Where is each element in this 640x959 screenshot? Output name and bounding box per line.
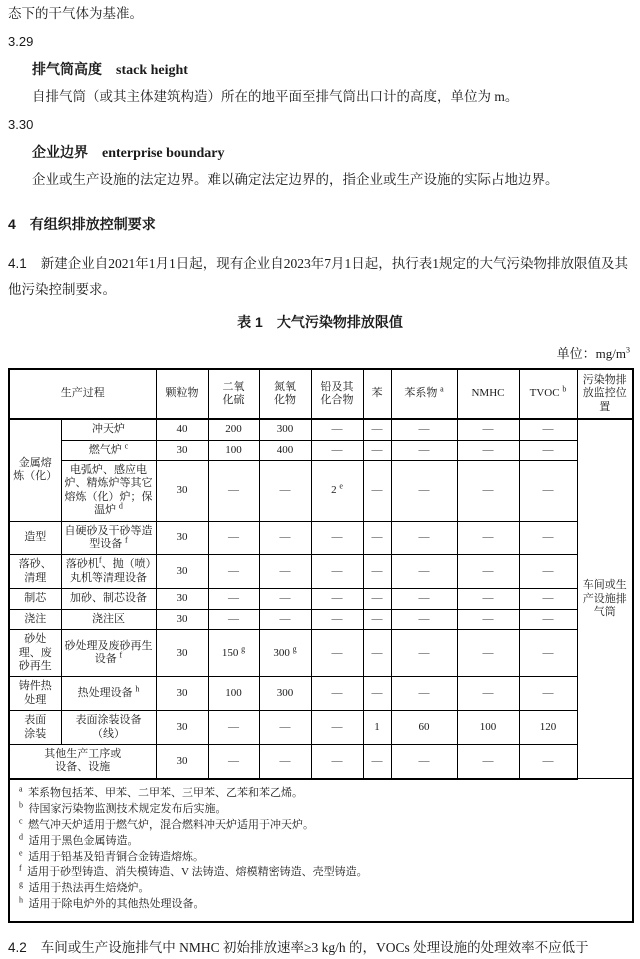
table-cell: — [363, 521, 391, 555]
table-cell: — [391, 461, 457, 522]
table-cell: — [457, 419, 519, 440]
col-header-particulate: 颗粒物 [156, 369, 208, 419]
footnote-line: $^g$ 适用于热法再生焙烧炉。 [19, 879, 150, 895]
table-cell: — [363, 589, 391, 609]
table-body [9, 419, 633, 779]
table-cell: 2 $^e$ [311, 461, 363, 522]
group-sand-treatment: 砂处 理、废 砂再生 [9, 630, 61, 677]
process-coating-line: 表面涂装设备 （线） [61, 711, 156, 745]
footnote-cell [9, 779, 633, 923]
table-cell: 1 [363, 711, 391, 745]
clause-4-1-number: 4.1 [8, 256, 27, 271]
table-cell: — [259, 744, 311, 778]
group-molding: 造型 [9, 521, 61, 555]
table-cell: — [259, 589, 311, 609]
clause-4-2-text: 车间或生产设施排气中 NMHC 初始排放速率≥3 kg/h 的，VOCs 处理设施的处理效率不应低于 [40, 940, 589, 956]
col-header-nmhc: NMHC [457, 369, 519, 419]
table-cell: — [363, 461, 391, 522]
table-1-title: 表 1 大气污染物排放限值 [237, 314, 403, 330]
table-cell: — [457, 589, 519, 609]
clause-4-2 [8, 937, 632, 959]
footnote-line: $^d$ 适用于黑色金属铸造。 [19, 831, 139, 847]
process-sand-regeneration: 砂处理及废砂再生设备 $^f$ [61, 630, 156, 677]
emission-limits-table [8, 368, 634, 923]
col-header-monitoring-location: 污染物排放监控位置 [577, 369, 633, 419]
table-cell: — [259, 711, 311, 745]
table-cell: — [208, 461, 259, 522]
col-header-tvoc: TVOC $^b$ [519, 369, 577, 419]
table-row [9, 419, 633, 440]
table-cell: — [311, 555, 363, 589]
footnote-line: $^e$ 适用于铅基及铅青铜合金铸造熔炼。 [19, 847, 205, 863]
footnote-line: $^a$ 苯系物包括苯、甲苯、二甲苯、三甲苯、乙苯和苯乙烯。 [19, 784, 304, 799]
table-cell: 30 [156, 589, 208, 609]
table-cell: — [311, 744, 363, 778]
table-cell: — [391, 630, 457, 677]
table-cell: 60 [391, 711, 457, 745]
footnote-line: $^b$ 待国家污染物监测技术规定发布后实施。 [19, 800, 227, 815]
group-metal-melting: 金属熔 炼（化） [9, 419, 61, 521]
table-unit-label [8, 343, 632, 362]
table-cell: — [519, 440, 577, 460]
table-cell: 30 [156, 677, 208, 711]
table-cell: — [391, 609, 457, 629]
col-header-benzene-series: 苯系物 $^a$ [391, 369, 457, 419]
table-cell: — [519, 630, 577, 677]
table-row [9, 744, 633, 778]
footnote-line: $^h$ 适用于除电炉外的其他热处理设备。 [19, 895, 205, 911]
table-cell: 100 [457, 711, 519, 745]
term-definition-3-30 [8, 142, 632, 162]
table-cell: 30 [156, 555, 208, 589]
table-cell: — [208, 711, 259, 745]
table-cell: — [519, 609, 577, 629]
table-row [9, 461, 633, 522]
table-cell: — [363, 419, 391, 440]
term-definition-3-29 [8, 59, 632, 79]
table-row [9, 609, 633, 629]
group-other-processes: 其他生产工序或 设备、设施 [9, 744, 156, 778]
table-cell: 400 [259, 440, 311, 460]
footnote-row [9, 779, 633, 923]
table-cell: — [311, 711, 363, 745]
group-surface-coating: 表面 涂装 [9, 711, 61, 745]
table-cell: — [519, 677, 577, 711]
table-cell: 120 [519, 711, 577, 745]
document-page [0, 3, 640, 956]
group-casting-heat-treatment: 铸件热 处理 [9, 677, 61, 711]
table-cell: — [519, 744, 577, 778]
table-cell: — [457, 555, 519, 589]
table-cell: 40 [156, 419, 208, 440]
process-electric-arc-furnace: 电弧炉、感应电炉、精炼炉等其它熔炼（化）炉；保温炉 $^d$ [61, 461, 156, 522]
table-cell: — [519, 419, 577, 440]
table-row [9, 589, 633, 609]
table-header-row [9, 369, 633, 419]
term-cn-enterprise-boundary: 企业边界 [32, 146, 88, 161]
table-row [9, 630, 633, 677]
footnote-line: $^c$ 燃气冲天炉适用于燃气炉，混合燃料冲天炉适用于冲天炉。 [19, 815, 315, 831]
group-shakeout-cleaning: 落砂、 清理 [9, 555, 61, 589]
clause-4-1 [8, 251, 632, 303]
table-cell: — [363, 440, 391, 460]
table-cell: — [208, 609, 259, 629]
table-cell: — [391, 555, 457, 589]
table-cell: — [208, 589, 259, 609]
table-cell: 30 [156, 609, 208, 629]
table-cell: 300 [259, 419, 311, 440]
table-header [9, 369, 633, 419]
section-4-heading: 4 有组织排放控制要求 [8, 216, 156, 232]
table-cell: — [519, 461, 577, 522]
table-row [9, 555, 633, 589]
table-cell: — [208, 744, 259, 778]
table-cell: — [457, 440, 519, 460]
col-header-nox: 氮氧 化物 [259, 369, 311, 419]
unit-text: 单位：mg/m [556, 346, 626, 361]
col-header-production-process: 生产过程 [9, 369, 156, 419]
table-cell: 100 [208, 440, 259, 460]
table-cell: — [311, 630, 363, 677]
term-en-enterprise-boundary: enterprise boundary [102, 146, 225, 161]
table-cell: — [208, 555, 259, 589]
table-cell: — [311, 677, 363, 711]
table-row [9, 711, 633, 745]
table-cell: 100 [208, 677, 259, 711]
term-cn-stack-height: 排气筒高度 [32, 63, 102, 78]
table-cell: — [457, 461, 519, 522]
process-molding-equipment: 自硬砂及干砂等造型设备 $^f$ [61, 521, 156, 555]
clause-number-3-29: 3.29 [8, 34, 34, 49]
group-pouring: 浇注 [9, 609, 61, 629]
table-cell: 30 [156, 461, 208, 522]
col-header-so2: 二氧 化硫 [208, 369, 259, 419]
clause-4-2-number: 4.2 [8, 940, 27, 956]
table-cell: — [311, 609, 363, 629]
table-cell: — [259, 555, 311, 589]
term-en-stack-height: stack height [116, 63, 188, 78]
table-cell: — [457, 521, 519, 555]
table-row [9, 440, 633, 460]
table-cell: 30 [156, 521, 208, 555]
table-cell: — [311, 419, 363, 440]
table-cell: — [363, 630, 391, 677]
table-cell: 30 [156, 711, 208, 745]
table-cell: — [519, 555, 577, 589]
col-header-benzene: 苯 [363, 369, 391, 419]
table-footnotes [9, 779, 633, 923]
table-cell: — [457, 609, 519, 629]
footnote-line: $^f$ 适用于砂型铸造、消失模铸造、V 法铸造、熔模精密铸造、壳型铸造。 [19, 863, 368, 879]
table-cell: — [391, 589, 457, 609]
table-cell: — [259, 461, 311, 522]
process-pouring-area: 浇注区 [61, 609, 156, 629]
table-cell: 30 [156, 440, 208, 460]
table-cell: — [208, 521, 259, 555]
monitoring-location-cell: 车间或生产设施排气筒 [577, 419, 633, 779]
table-cell: — [519, 589, 577, 609]
table-cell: 150 $^g$ [208, 630, 259, 677]
table-cell: — [311, 521, 363, 555]
table-row [9, 521, 633, 555]
table-cell: — [363, 677, 391, 711]
table-cell: 300 [259, 677, 311, 711]
table-cell: 30 [156, 630, 208, 677]
paragraph-continuation: 态下的干气体为基准。 [8, 6, 143, 21]
table-cell: 300 $^g$ [259, 630, 311, 677]
table-cell: — [311, 589, 363, 609]
clause-number-3-30: 3.30 [8, 117, 34, 132]
table-cell: — [391, 419, 457, 440]
table-cell: — [311, 440, 363, 460]
table-cell: — [457, 630, 519, 677]
table-cell: — [391, 744, 457, 778]
table-cell: — [363, 609, 391, 629]
process-gas-furnace: 燃气炉 $^c$ [61, 440, 156, 460]
group-core-making: 制芯 [9, 589, 61, 609]
unit-superscript: 3 [626, 345, 630, 355]
clause-4-1-text: 新建企业自2021年1月1日起，现有企业自2023年7月1日起，执行表1规定的大气污染物排放限值及其他污染控制要求。 [8, 256, 629, 297]
table-cell: — [391, 521, 457, 555]
table-cell: — [363, 555, 391, 589]
table-cell: — [457, 744, 519, 778]
table-cell: 30 [156, 744, 208, 778]
table-cell: — [259, 609, 311, 629]
definition-3-29: 自排气筒（或其主体建筑构造）所在的地平面至排气筒出口计的高度，单位为 m。 [32, 89, 519, 104]
col-header-lead-compounds: 铅及其 化合物 [311, 369, 363, 419]
process-cupola: 冲天炉 [61, 419, 156, 440]
table-cell: — [519, 521, 577, 555]
process-shakeout-equipment: 落砂机$^f$、抛（喷）丸机等清理设备 [61, 555, 156, 589]
definition-3-30: 企业或生产设施的法定边界。难以确定法定边界的，指企业或生产设施的实际占地边界。 [32, 172, 559, 187]
table-cell: — [259, 521, 311, 555]
table-row [9, 677, 633, 711]
table-cell: — [363, 744, 391, 778]
process-heat-treatment: 热处理设备 $^h$ [61, 677, 156, 711]
table-cell: — [391, 440, 457, 460]
table-cell: 200 [208, 419, 259, 440]
table-cell: — [457, 677, 519, 711]
table-cell: — [391, 677, 457, 711]
process-core-equipment: 加砂、制芯设备 [61, 589, 156, 609]
